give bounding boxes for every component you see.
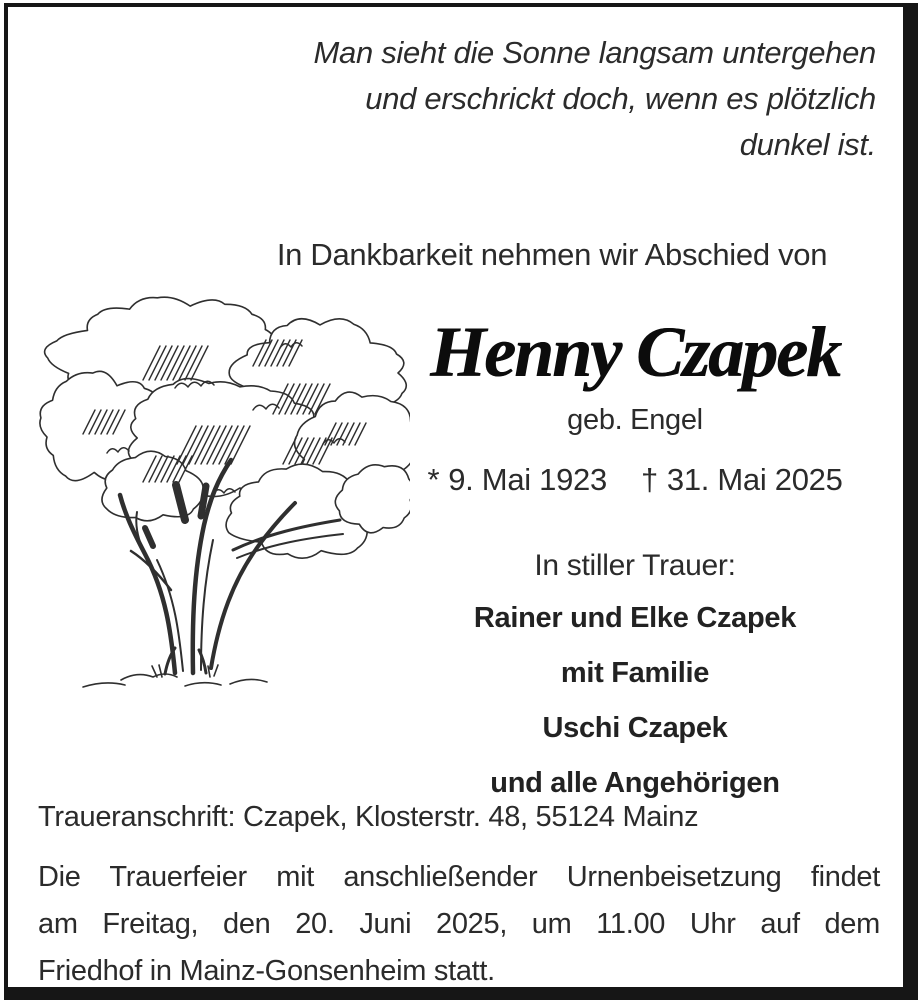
life-dates xyxy=(385,462,885,498)
ceremony-line: am Freitag, den 20. Juni 2025, um 11.00 Uhr auf dem xyxy=(38,908,880,940)
death-dagger-symbol: † xyxy=(640,462,658,497)
mourners-list xyxy=(385,591,885,811)
birth-symbol: * xyxy=(427,462,440,497)
mourner-line: und alle Angehörigen xyxy=(490,767,780,799)
mourner-line: Uschi Czapek xyxy=(542,712,728,744)
epigraph xyxy=(314,30,877,168)
ceremony-line: Friedhof in Mainz-Gonsenheim statt. xyxy=(38,955,495,987)
deceased-name: Henny Czapek xyxy=(429,312,840,392)
ceremony-details xyxy=(38,854,880,995)
mourning-heading: In stiller Trauer: xyxy=(534,549,736,582)
mourner-line: Rainer und Elke Czapek xyxy=(473,602,797,634)
birth-date: 9. Mai 1923 xyxy=(448,462,607,497)
mourner-line: mit Familie xyxy=(560,657,710,689)
tree-sketch-icon xyxy=(25,288,410,698)
epigraph-line: Man sieht die Sonne langsam untergehen xyxy=(313,35,876,70)
epigraph-line: und erschrickt doch, wenn es plötzlich xyxy=(365,81,876,116)
intro-line: In Dankbarkeit nehmen wir Abschied von xyxy=(276,237,828,272)
maiden-name: geb. Engel xyxy=(567,404,703,436)
epigraph-line: dunkel ist. xyxy=(739,127,876,162)
condolence-address: Traueranschrift: Czapek, Klosterstr. 48, 55124 Mainz xyxy=(38,801,699,833)
death-date: 31. Mai 2025 xyxy=(666,462,843,497)
ceremony-line: Die Trauerfeier mit anschließender Urnenbeisetzung findet xyxy=(38,861,880,893)
